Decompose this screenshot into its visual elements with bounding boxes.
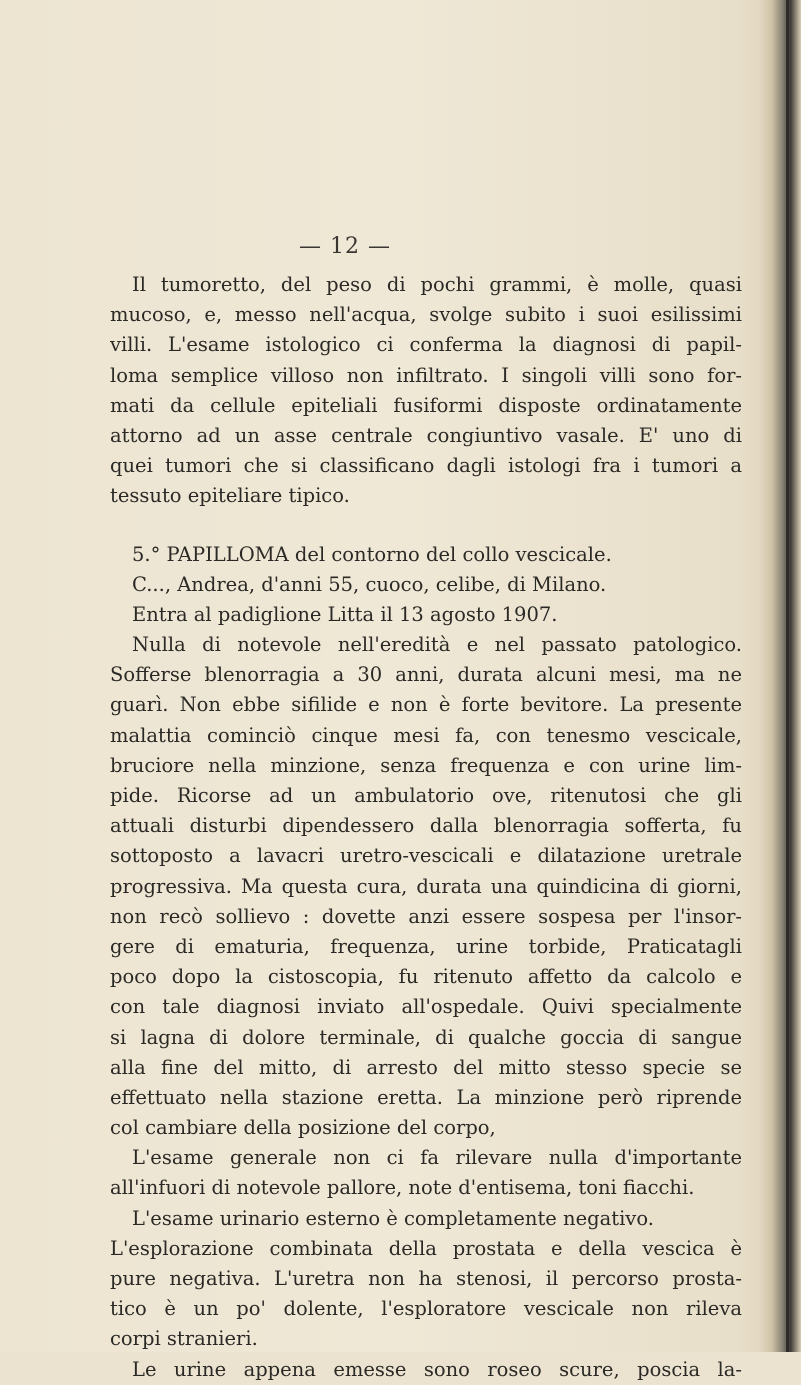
text-line: pure negativa. L'uretra non ha stenosi, il percorso prosta- <box>110 1267 742 1290</box>
text-line: bruciore nella minzione, senza frequenza e con urine lim- <box>110 753 742 777</box>
case-heading: 5.° PAPILLOMA del contorno del collo vescicale. <box>132 542 612 566</box>
paragraph-history <box>110 630 742 1143</box>
text-line: con tale diagnosi inviato all'ospedale. Quivi specialmente <box>110 995 742 1019</box>
text-line: col cambiare della posizione del corpo, <box>110 1116 496 1140</box>
text-line: Il tumoretto, del peso di pochi grammi, è molle, quasi <box>132 273 742 296</box>
paragraph-urinary-exam <box>110 1204 742 1234</box>
text-line: Le urine appena emesse sono roseo scure, poscia la- <box>132 1357 742 1381</box>
text-line: all'infuori di notevole pallore, note d'entisema, toni fiacchi. <box>110 1176 695 1200</box>
text-line: mati da cellule epiteliali fusiformi disposte ordinatamente <box>110 393 742 417</box>
paragraph-tumor-description <box>110 270 742 512</box>
text-line: si lagna di dolore terminale, di qualche goccia di sangue <box>110 1025 742 1049</box>
text-line: poco dopo la cistoscopia, fu ritenuto affetto da calcolo e <box>110 965 742 989</box>
text-line: L'esplorazione combinata della prostata e della vescica è <box>110 1236 742 1260</box>
text-line: gere di ematuria, frequenza, urine torbide, Praticatagli <box>110 934 742 958</box>
text-line: villi. L'esame istologico ci conferma la diagnosi di papil- <box>110 333 742 357</box>
text-line: L'esame urinario esterno è completamente negativo. <box>132 1206 654 1230</box>
patient-line: C..., Andrea, d'anni 55, cuoco, celibe, di Milano. <box>132 572 607 596</box>
admission-line: Entra al padiglione Litta il 13 agosto 1907. <box>132 602 558 626</box>
text-line: attuali disturbi dipendessero dalla blenorragia sofferta, fu <box>110 814 742 838</box>
text-line: malattia cominciò cinque mesi fa, con tenesmo vescicale, <box>110 723 742 747</box>
body-text <box>110 270 742 1385</box>
page-edge-shadow <box>786 0 789 1352</box>
text-line: mucoso, e, messo nell'acqua, svolge subito i suoi esilissimi <box>110 303 742 327</box>
text-line: corpi stranieri. <box>110 1327 258 1351</box>
text-line: effettuato nella stazione eretta. La minzione però riprende <box>110 1085 742 1109</box>
paragraph-exploration <box>110 1234 742 1355</box>
text-line: Nulla di notevole nell'eredità e nel passato patologico. <box>132 633 742 657</box>
text-line: loma semplice villoso non infiltrato. I singoli villi sono for- <box>110 363 742 387</box>
text-line: sottoposto a lavacri uretro-vescicali e dilatazione uretrale <box>110 844 742 868</box>
text-line: alla fine del mitto, di arresto del mitto stesso specie se <box>110 1055 742 1079</box>
text-line: pide. Ricorse ad un ambulatorio ove, ritenutosi che gli <box>110 784 742 807</box>
text-line: tessuto epiteliare tipico. <box>110 484 350 508</box>
text-line: non recò sollievo : dovette anzi essere sospesa per l'insor- <box>110 904 742 928</box>
text-line: tico è un po' dolente, l'esploratore vescicale non rileva <box>110 1297 742 1321</box>
text-line: progressiva. Ma questa cura, durata una quindicina di giorni, <box>110 874 742 898</box>
text-line: attorno ad un asse centrale congiuntivo vasale. E' uno di <box>110 423 742 447</box>
paragraph-general-exam <box>110 1143 742 1203</box>
text-line: Sofferse blenorragia a 30 anni, durata alcuni mesi, ma ne <box>110 663 742 687</box>
text-line: quei tumori che si classificano dagli istologi fra i tumori a <box>110 454 742 478</box>
text-line: L'esame generale non ci fa rilevare nulla d'importante <box>132 1146 742 1170</box>
page-number: — 12 — <box>299 234 391 259</box>
text-line: guarì. Non ebbe sifilide e non è forte bevitore. La presente <box>110 693 742 717</box>
page-binding-edge <box>759 0 801 1352</box>
paragraph-urine <box>110 1355 742 1385</box>
